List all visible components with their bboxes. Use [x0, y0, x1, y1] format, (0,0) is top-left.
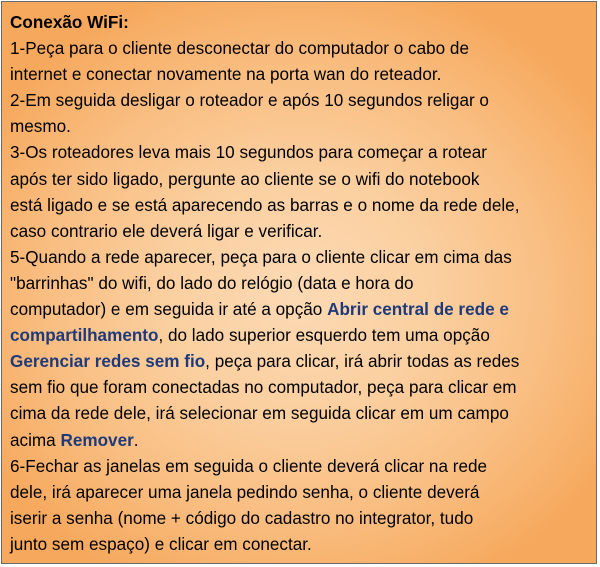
text-line: [10, 427, 592, 453]
highlight-network-center: Abrir central de rede e: [327, 299, 509, 320]
text-line: [10, 296, 592, 322]
instruction-text: [10, 9, 594, 557]
text-line: caso contrario ele deverá ligar e verificar.: [10, 220, 323, 241]
text-line: junto sem espaço) e clicar em conectar.: [10, 533, 312, 554]
text-line: mesmo.: [10, 116, 71, 137]
text-line: está ligado e se está aparecendo as barras e o nome da rede dele,: [10, 194, 520, 215]
text-line: [10, 322, 592, 348]
text-line: após ter sido ligado, pergunte ao cliente se o wifi do notebook: [10, 168, 480, 189]
highlight-remove: Remover: [60, 429, 134, 450]
text-line: cima da rede dele, irá selecionar em seguida clicar em um campo: [10, 403, 509, 424]
text-line: iserir a senha (nome + código do cadastro no integrator, tudo: [10, 507, 474, 528]
text-line: 3-Os roteadores leva mais 10 segundos para começar a rotear: [10, 142, 488, 163]
text-line: "barrinhas" do wifi, do lado do relógio (data e hora do: [10, 272, 414, 293]
text-segment: acima: [10, 429, 61, 450]
text-line: 6-Fechar as janelas em seguida o cliente deverá clicar na rede: [10, 455, 488, 476]
highlight-manage-wireless: Gerenciar redes sem fio: [10, 351, 206, 372]
document-title: Conexão WiFi:: [10, 12, 129, 32]
text-segment: .: [133, 429, 139, 450]
text-line: dele, irá aparecer uma janela pedindo senha, o cliente deverá: [10, 481, 480, 502]
text-segment: , do lado superior esquerdo tem uma opção: [158, 325, 490, 346]
text-segment: , peça para clicar, irá abrir todas as redes: [205, 351, 520, 372]
highlight-sharing: compartilhamento: [10, 325, 159, 346]
text-line: [10, 348, 592, 374]
text-line: internet e conectar novamente na porta wan do reteador.: [10, 64, 442, 85]
text-line: 1-Peça para o cliente desconectar do computador o cabo de: [10, 38, 469, 59]
instruction-box: [1, 1, 597, 564]
text-line: 2-Em seguida desligar o roteador e após 10 segundos religar o: [10, 90, 489, 111]
text-line: sem fio que foram conectadas no computador, peça para clicar em: [10, 377, 517, 398]
text-segment: computador) e em seguida ir até a opção: [10, 299, 328, 320]
text-line: 5-Quando a rede aparecer, peça para o cliente clicar em cima das: [10, 246, 512, 267]
